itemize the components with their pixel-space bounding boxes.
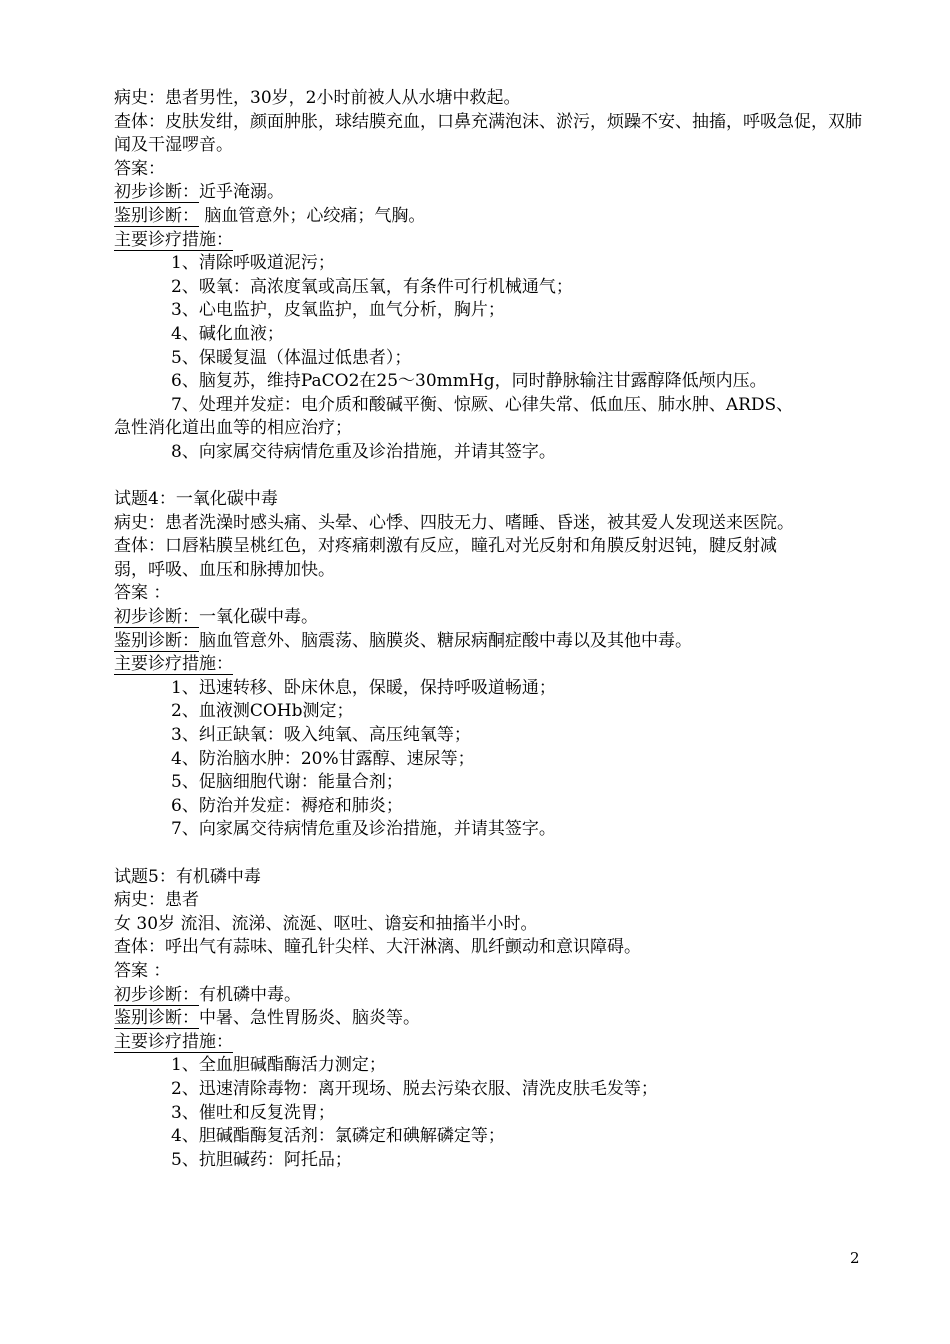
section-gap: [114, 465, 874, 489]
differential-label: 鉴别诊断：: [114, 1008, 199, 1029]
case5-step: 1、全血胆碱酯酶活力测定；: [171, 1055, 386, 1076]
case4-step: 3、纠正缺氧：吸入纯氧、高压纯氧等；: [171, 725, 471, 746]
case4-step: 7、向家属交待病情危重及诊治措施，并请其签字。: [171, 819, 556, 840]
case3-history: 病史：患者男性，30岁，2小时前被人从水塘中救起。: [114, 88, 521, 108]
case3-step: 6、脑复苏，维持PaCO2在25～30mmHg，同时静脉输注甘露醇降低颅内压。: [171, 371, 767, 392]
case4-history: 病史：患者洗澡时感头痛、头晕、心悸、四肢无力、嗜睡、昏迷，被其爱人发现送来医院。: [114, 512, 794, 533]
case3-step: 8、向家属交待病情危重及诊治措施，并请其签字。: [171, 441, 556, 462]
case4-exam-line2: 弱，呼吸、血压和脉搏加快。: [114, 559, 335, 580]
diagnosis-label: 初步诊断：: [114, 607, 199, 628]
case5-step: 4、胆碱酯酶复活剂：氯磷定和碘解磷定等；: [171, 1126, 505, 1147]
case3-treatment-heading: [114, 229, 874, 253]
case4-step: 6、防治并发症：褥疮和肺炎；: [171, 795, 403, 816]
case3-answer-label: 答案：: [114, 158, 165, 179]
differential-value: 脑血管意外；心绞痛；气胸。: [199, 205, 426, 226]
treatment-label: 主要诊疗措施：: [114, 654, 233, 675]
case5-step: 2、迅速清除毒物：离开现场、脱去污染衣服、清洗皮肤毛发等；: [171, 1078, 658, 1099]
case4-answer-label: 答案 ：: [114, 583, 171, 604]
case4-diagnosis: [114, 606, 874, 630]
case5-treatment-heading: [114, 1031, 874, 1055]
case5-exam: 查体：呼出气有蒜味、瞳孔针尖样、大汗淋漓、肌纤颤动和意识障碍。: [114, 937, 641, 958]
case3-exam: 查体：皮肤发绀，颜面肿胀，球结膜充血，口鼻充满泡沫、淤污，烦躁不安、抽搐，呼吸急促，双肺闻及干湿啰音。: [114, 111, 862, 156]
differential-label: 鉴别诊断：: [114, 630, 199, 651]
case5-history-line1: 病史：患者: [114, 890, 199, 911]
differential-value: 脑血管意外、脑震荡、脑膜炎、糖尿病酮症酸中毒以及其他中毒。: [199, 630, 692, 651]
case5-diagnosis: [114, 984, 874, 1008]
case4-title: 试题4：一氧化碳中毒: [114, 489, 278, 510]
diagnosis-value: 近乎淹溺。: [199, 182, 284, 203]
case4-step: 1、迅速转移、卧床休息，保暖，保持呼吸道畅通；: [171, 677, 556, 698]
case3-step: 4、碱化血液；: [171, 323, 284, 344]
case4-exam-line1: 查体：口唇粘膜呈桃红色，对疼痛刺激有反应，瞳孔对光反射和角膜反射迟钝，腱反射减: [114, 536, 777, 557]
diagnosis-value: 有机磷中毒。: [199, 984, 301, 1005]
case3-differential: [114, 205, 874, 229]
differential-value: 中暑、急性胃肠炎、脑炎等。: [199, 1008, 420, 1029]
case5-history-line2: 女 30岁 流泪、流涕、流涎、呕吐、谵妄和抽搐半小时。: [114, 913, 538, 934]
case3-step: 5、保暖复温（体温过低患者）；: [171, 347, 412, 368]
diagnosis-label: 初步诊断：: [114, 182, 199, 203]
case4-step: 4、防治脑水肿：20%甘露醇、速尿等；: [171, 748, 475, 769]
case3-step: 2、吸氧：高浓度氧或高压氧，有条件可行机械通气；: [171, 276, 573, 297]
case5-step: 3、催吐和反复洗胃；: [171, 1102, 335, 1123]
case5-differential: [114, 1007, 874, 1031]
case4-differential: [114, 630, 874, 654]
document-page: [114, 87, 874, 1172]
case3-diagnosis: [114, 181, 874, 205]
case5-title: 试题5：有机磷中毒: [114, 866, 261, 887]
differential-label: 鉴别诊断：: [114, 205, 199, 226]
case4-treatment-heading: [114, 653, 874, 677]
treatment-label: 主要诊疗措施：: [114, 1031, 233, 1052]
case3-step: 1、清除呼吸道泥污；: [171, 253, 335, 274]
case5-step: 5、抗胆碱药：阿托品；: [171, 1149, 352, 1170]
case3-step: 3、心电监护，皮氧监护，血气分析，胸片；: [171, 300, 505, 321]
case4-step: 5、促脑细胞代谢：能量合剂；: [171, 772, 403, 793]
treatment-label: 主要诊疗措施：: [114, 229, 233, 250]
section-gap: [114, 842, 874, 866]
diagnosis-label: 初步诊断：: [114, 984, 199, 1005]
diagnosis-value: 一氧化碳中毒。: [199, 607, 318, 628]
case3-step: 7、处理并发症：电介质和酸碱平衡、惊厥、心律失常、低血压、肺水肿、ARDS、: [171, 394, 794, 415]
case3-step-continuation: 急性消化道出血等的相应治疗；: [114, 418, 352, 439]
page-number: 2: [850, 1249, 860, 1267]
case4-step: 2、血液测COHb测定；: [171, 701, 354, 722]
case5-answer-label: 答案 ：: [114, 960, 171, 981]
